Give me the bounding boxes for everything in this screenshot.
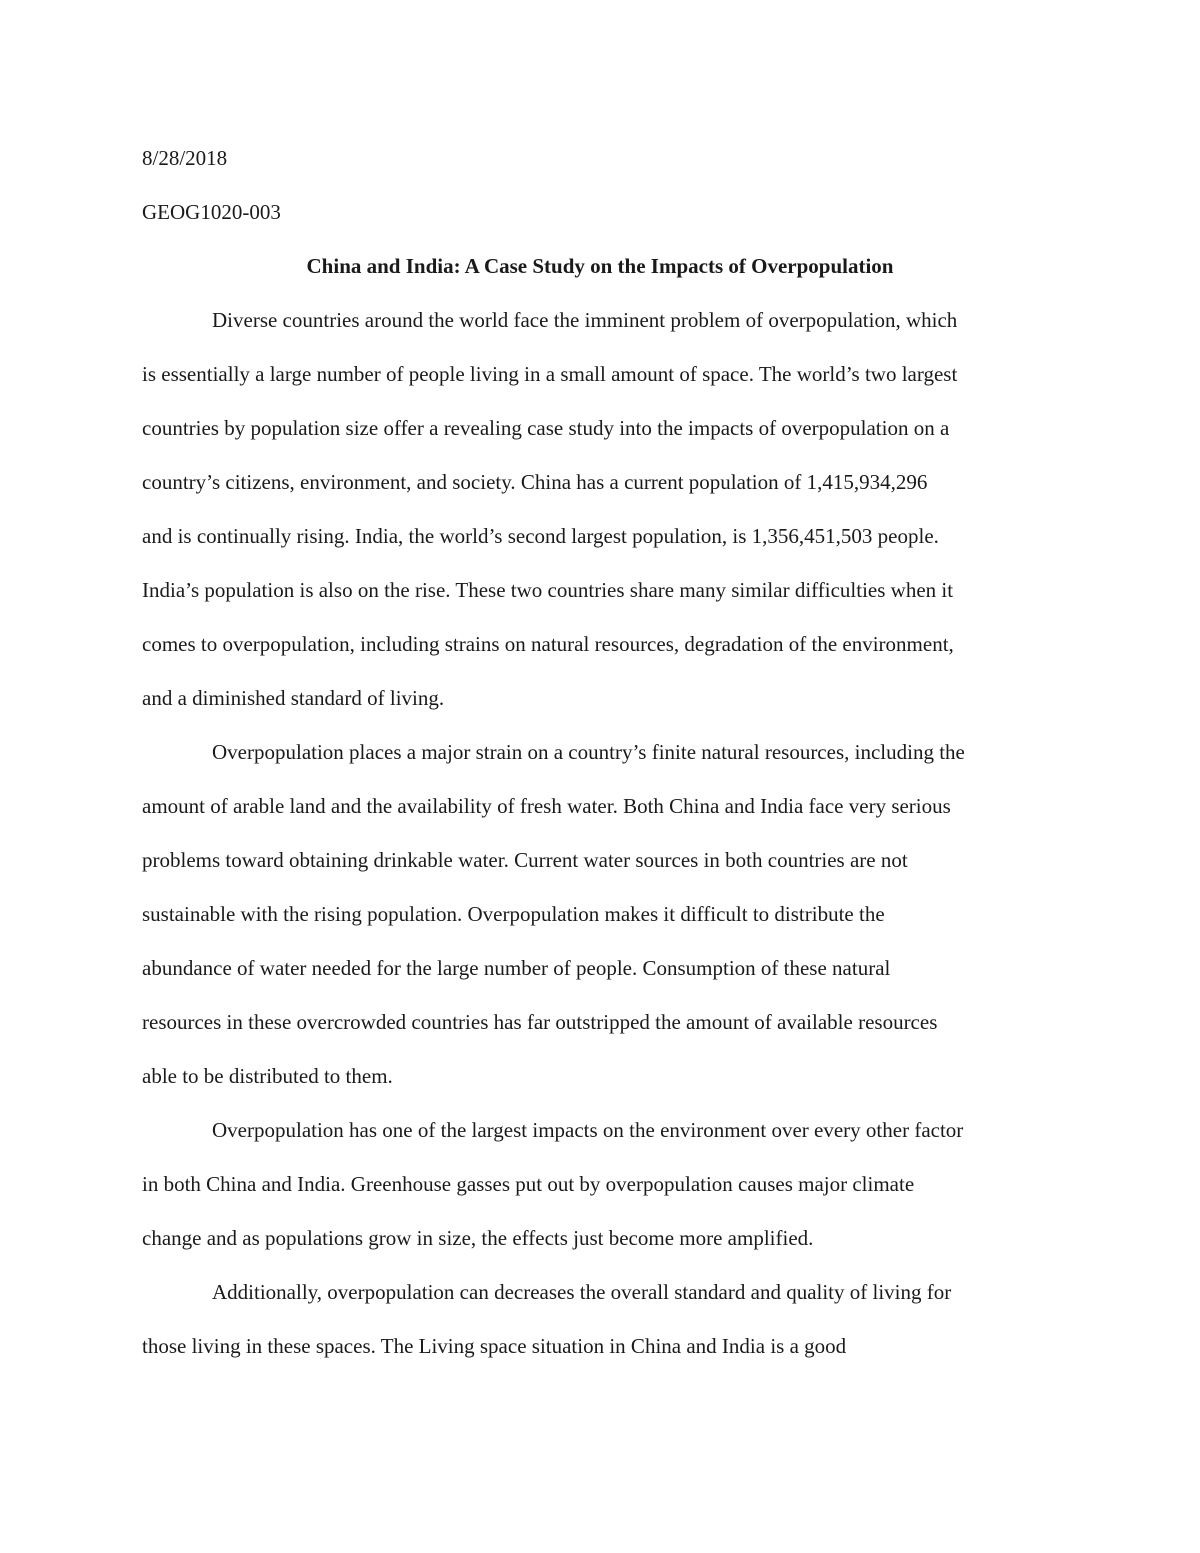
body-line: countries by population size offer a revealing case study into the impacts of overpopulation on a bbox=[142, 416, 950, 440]
body-line: Additionally, overpopulation can decreases the overall standard and quality of living for bbox=[212, 1280, 952, 1304]
body-line: sustainable with the rising population. Overpopulation makes it difficult to distribute the bbox=[142, 902, 885, 926]
body-line: problems toward obtaining drinkable water. Current water sources in both countries are not bbox=[142, 848, 908, 872]
body-line: abundance of water needed for the large number of people. Consumption of these natural bbox=[142, 956, 891, 980]
body-line: Diverse countries around the world face the imminent problem of overpopulation, which bbox=[212, 308, 958, 332]
body-line: in both China and India. Greenhouse gasses put out by overpopulation causes major climate bbox=[142, 1172, 915, 1196]
document-title: China and India: A Case Study on the Impacts of Overpopulation bbox=[306, 254, 894, 278]
body-line: change and as populations grow in size, the effects just become more amplified. bbox=[142, 1226, 814, 1250]
body-line: comes to overpopulation, including strains on natural resources, degradation of the environment, bbox=[142, 632, 954, 656]
body-line: country’s citizens, environment, and society. China has a current population of 1,415,934,296 bbox=[142, 470, 928, 494]
body-line: Overpopulation places a major strain on a country’s finite natural resources, including the bbox=[212, 740, 965, 764]
body-line: able to be distributed to them. bbox=[142, 1064, 393, 1088]
body-line: India’s population is also on the rise. These two countries share many similar difficulties when it bbox=[142, 578, 954, 602]
course-code: GEOG1020-003 bbox=[142, 200, 281, 224]
body-line: amount of arable land and the availability of fresh water. Both China and India face very serious bbox=[142, 794, 951, 818]
body-line: Overpopulation has one of the largest impacts on the environment over every other factor bbox=[212, 1118, 964, 1142]
body-line: those living in these spaces. The Living space situation in China and India is a good bbox=[142, 1334, 847, 1358]
body-line: is essentially a large number of people living in a small amount of space. The world’s two largest bbox=[142, 362, 958, 386]
body-line: and a diminished standard of living. bbox=[142, 686, 445, 710]
body-line: and is continually rising. India, the world’s second largest population, is 1,356,451,503 people. bbox=[142, 524, 939, 548]
document-date: 8/28/2018 bbox=[142, 146, 228, 170]
body-line: resources in these overcrowded countries has far outstripped the amount of available resources bbox=[142, 1010, 938, 1034]
